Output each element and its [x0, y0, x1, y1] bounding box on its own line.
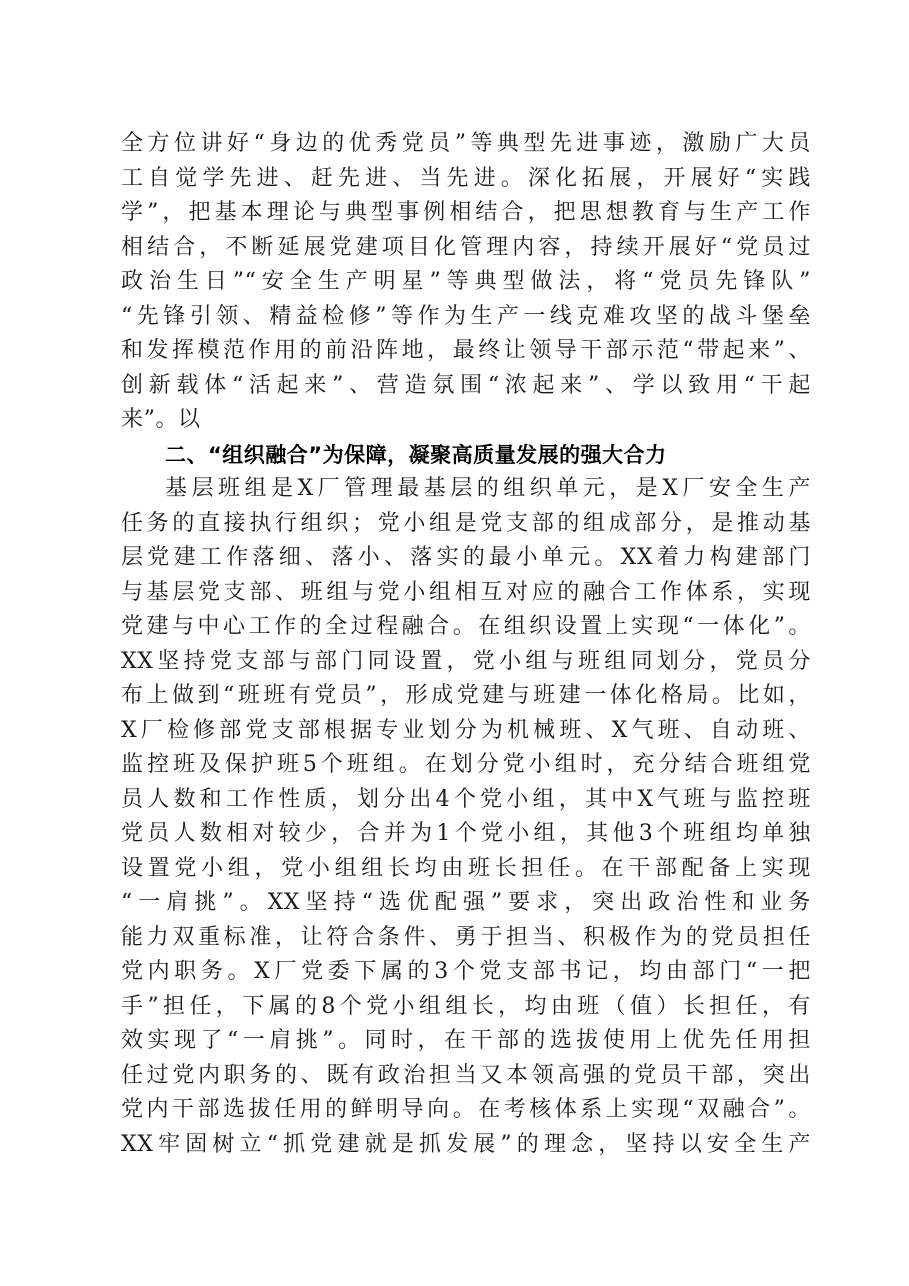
text-line: “先锋引领、精益检修”等作为生产一线克难攻坚的战斗堡垒 — [121, 303, 811, 329]
text-line: 全方位讲好“身边的优秀党员”等典型先进事迹，激励广大员 — [121, 131, 811, 156]
text-line: X厂检修部党支部根据专业划分为机械班、X气班、自动班、 — [121, 717, 811, 743]
text-line: 设置党小组，党小组组长均由班长担任。在干部配备上实现 — [121, 855, 811, 881]
paragraph-2 — [121, 472, 811, 1162]
text-line: XX牢固树立“抓党建就是抓发展”的理念，坚持以安全生产 — [121, 1131, 811, 1157]
section-heading: 二、“组织融合”为保障，凝聚高质量发展的强大合力 — [165, 442, 667, 467]
text-line: 布上做到“班班有党员”，形成党建与班建一体化格局。比如， — [121, 683, 811, 708]
text-line: 任务的直接执行组织；党小组是党支部的组成部分，是推动基 — [121, 510, 811, 536]
text-line: 员人数和工作性质，划分出4个党小组，其中X气班与监控班 — [121, 786, 811, 812]
text-line: 与基层党支部、班组与党小组相互对应的融合工作体系，实现 — [121, 579, 811, 605]
text-line: 基层班组是X厂管理最基层的组织单元，是X厂安全生产 — [165, 476, 811, 501]
text-line: 和发挥模范作用的前沿阵地，最终让领导干部示范“带起来”、 — [121, 338, 811, 363]
document-body — [121, 127, 811, 1162]
text-line: 层党建工作落细、落小、落实的最小单元。XX着力构建部门 — [121, 545, 811, 570]
text-line: 效实现了“一肩挑”。同时，在干部的选拔使用上优先任用担 — [121, 1028, 811, 1053]
text-line: XX坚持党支部与部门同设置，党小组与班组同划分，党员分 — [121, 648, 811, 674]
text-line: 党内职务。X厂党委下属的3个党支部书记，均由部门“一把 — [121, 959, 811, 984]
text-line: 能力双重标准，让符合条件、勇于担当、积极作为的党员担任 — [121, 924, 811, 950]
text-line: 任过党内职务的、既有政治担当又本领高强的党员干部，突出 — [121, 1062, 811, 1088]
text-line: 监控班及保护班5个班组。在划分党小组时，充分结合班组党 — [121, 752, 811, 777]
text-line: 政治生日”“安全生产明星”等典型做法，将“党员先锋队” — [121, 269, 811, 294]
paragraph-1 — [121, 127, 811, 438]
text-line: 相结合，不断延展党建项目化管理内容，持续开展好“党员过 — [121, 234, 811, 260]
text-line: 工自觉学先进、赶先进、当先进。深化拓展，开展好“实践 — [121, 165, 811, 191]
text-line: 学”，把基本理论与典型事例相结合，把思想教育与生产工作 — [121, 200, 811, 225]
text-line: 党内干部选拔任用的鲜明导向。在考核体系上实现“双融合”。 — [121, 1097, 811, 1122]
text-line: 创新载体“活起来”、营造氛围“浓起来”、学以致用“干起 — [121, 372, 811, 398]
text-line: 手”担任，下属的8个党小组组长，均由班（值）长担任，有 — [121, 993, 811, 1019]
text-line: 来”。以 — [121, 407, 201, 432]
text-line: 党建与中心工作的全过程融合。在组织设置上实现“一体化”。 — [121, 614, 811, 639]
text-line: 党员人数相对较少，合并为1个党小组，其他3个班组均单独 — [121, 821, 811, 846]
text-line: “一肩挑”。XX坚持“选优配强”要求，突出政治性和业务 — [121, 890, 811, 915]
